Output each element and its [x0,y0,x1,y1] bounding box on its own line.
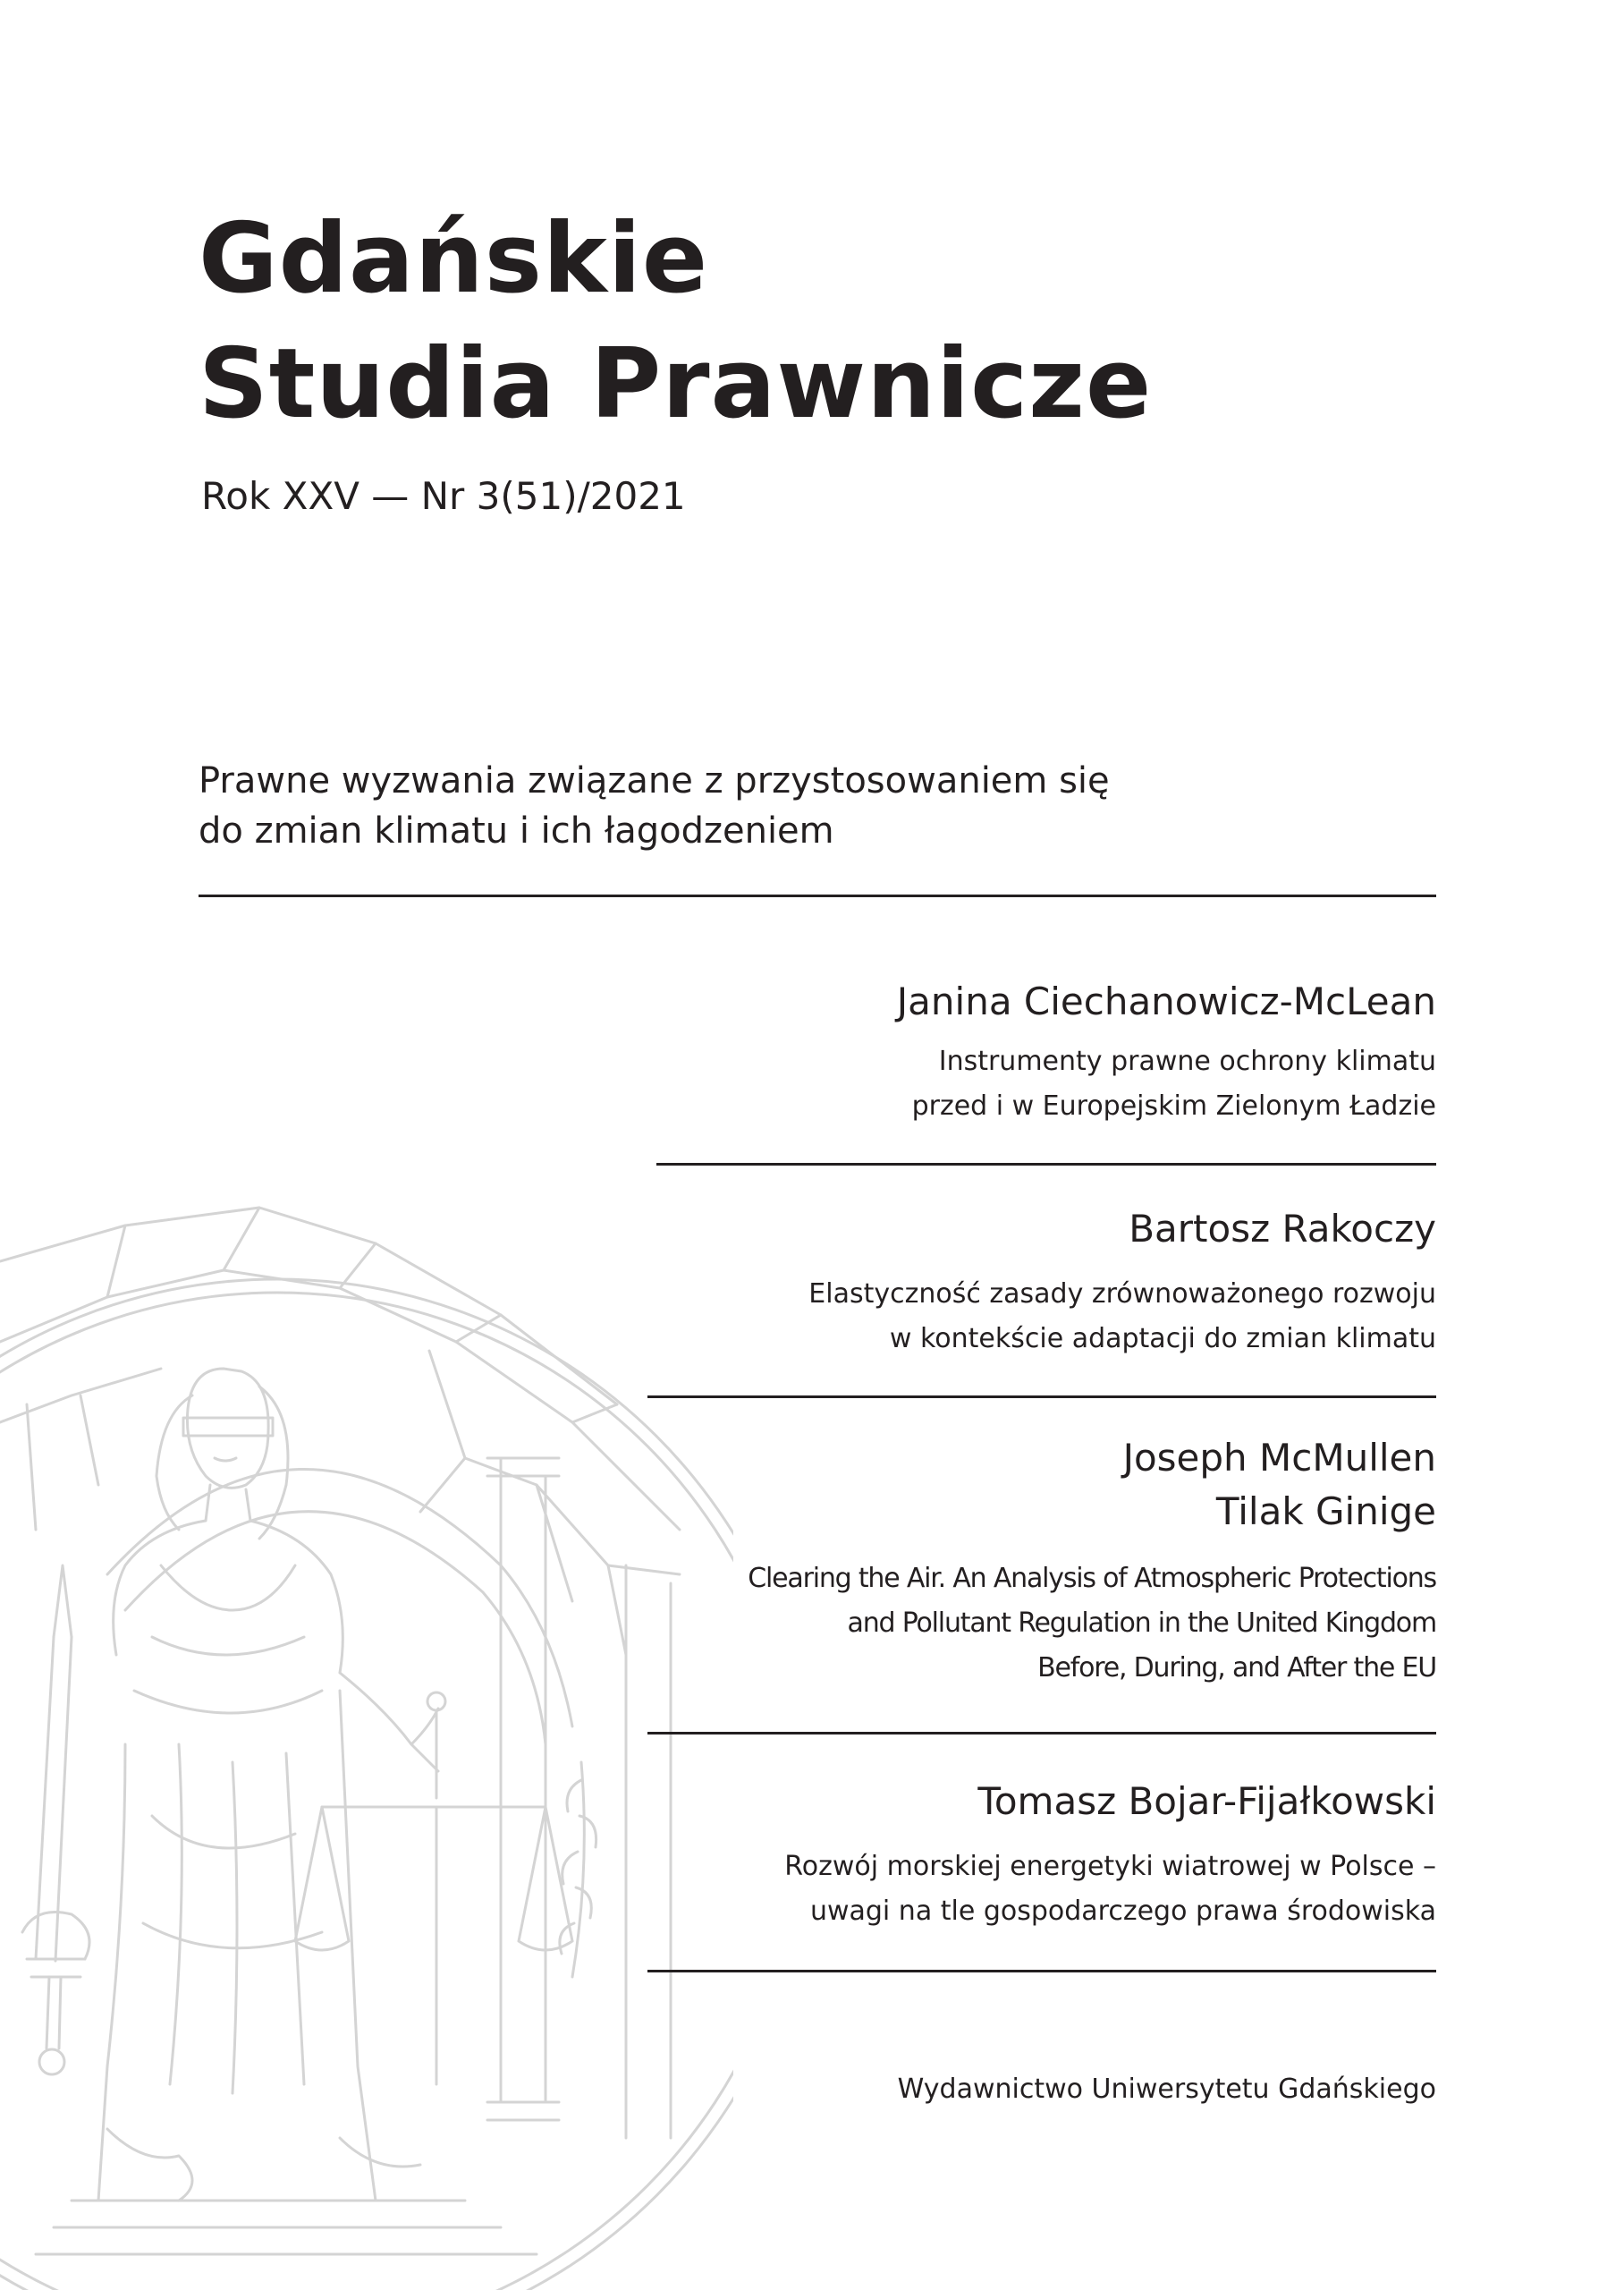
article-entry [808,1202,1436,1361]
article-title-line: uwagi na tle gospodarczego prawa środowiska [809,1896,1436,1927]
article-author: Tomasz Bojar-Fijałkowski [977,1779,1436,1823]
article-divider [647,1970,1436,1972]
article-divider [656,1163,1436,1166]
article-entry [748,1431,1436,1691]
article-entry [897,975,1436,1129]
article-author: Joseph McMullen [1122,1436,1436,1480]
article-entry [784,1775,1436,1934]
article-title-line: Before, During, and After the EU [1037,1652,1436,1684]
article-title-line: and Pollutant Regulation in the United Kingdom [847,1607,1436,1639]
lady-justice-illustration [0,1190,733,2290]
article-divider [647,1732,1436,1734]
journal-title [199,197,1152,447]
article-title-line: Elastyczność zasady zrównoważonego rozwoju [808,1278,1436,1310]
issue-theme-line1: Prawne wyzwania związane z przystosowaniem się [199,760,1110,802]
journal-title-line1: Gdańskie [199,203,709,315]
article-author: Bartosz Rakoczy [1129,1207,1436,1251]
issue-number: Rok XXV — Nr 3(51)/2021 [201,474,686,518]
theme-divider [199,895,1436,897]
article-title-line: Clearing the Air. An Analysis of Atmospheric Protections [748,1563,1436,1594]
article-title-line: przed i w Europejskim Zielonym Ładzie [911,1090,1436,1122]
article-author: Janina Ciechanowicz-McLean [896,980,1436,1023]
article-author: Tilak Ginige [1215,1489,1436,1533]
article-divider [647,1395,1436,1398]
journal-title-line2: Studia Prawnicze [199,328,1153,440]
article-title-line: Instrumenty prawne ochrony klimatu [938,1046,1436,1077]
issue-theme-line2: do zmian klimatu i ich łagodzeniem [199,810,834,852]
publisher-name: Wydawnictwo Uniwersytetu Gdańskiego [897,2074,1436,2105]
issue-theme [199,756,1110,856]
article-title-line: Rozwój morskiej energetyki wiatrowej w Polsce – [784,1851,1436,1882]
article-title-line: w kontekście adaptacji do zmian klimatu [889,1323,1436,1354]
